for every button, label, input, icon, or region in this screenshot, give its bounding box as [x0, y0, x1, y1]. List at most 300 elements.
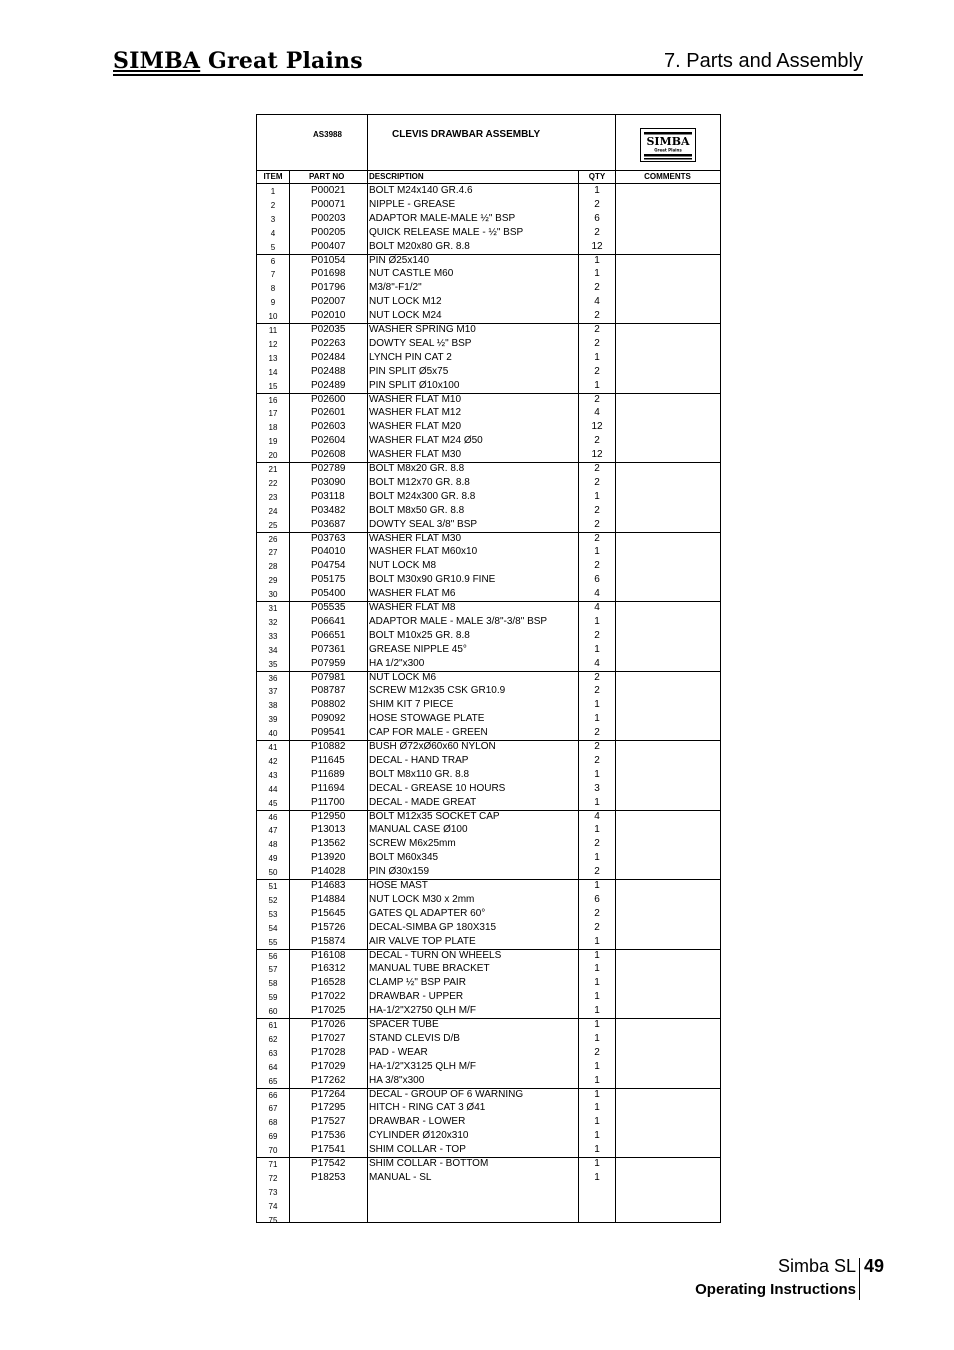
item-number: 45 — [268, 798, 278, 808]
part-number: P17542 — [311, 1158, 346, 1169]
item-number: 41 — [268, 743, 278, 752]
part-number: P02488 — [311, 365, 346, 377]
part-number: P02608 — [311, 449, 346, 461]
table-row — [257, 559, 720, 573]
part-quantity: 6 — [594, 212, 600, 224]
part-description: GREASE NIPPLE 45° — [369, 643, 467, 655]
part-quantity: 2 — [594, 282, 600, 294]
table-row — [257, 1060, 720, 1074]
item-number: 50 — [268, 868, 278, 878]
item-number: 65 — [268, 1076, 278, 1086]
item-number: 75 — [268, 1215, 278, 1225]
table-row — [257, 990, 720, 1004]
table-row — [257, 782, 720, 796]
table-row — [257, 671, 720, 685]
part-description: HA 1/2"x300 — [369, 657, 425, 669]
table-row — [257, 1143, 720, 1157]
item-number: 34 — [268, 645, 278, 655]
part-number: P07981 — [311, 671, 346, 683]
table-row — [257, 851, 720, 865]
part-quantity: 2 — [594, 226, 600, 238]
part-number: P17295 — [311, 1102, 346, 1114]
item-number: 29 — [268, 576, 278, 586]
part-description: HA 3/8"x300 — [369, 1074, 425, 1086]
part-quantity: 1 — [594, 1060, 600, 1072]
part-number: P02007 — [311, 296, 346, 308]
item-number: 51 — [268, 882, 278, 891]
table-row — [257, 865, 720, 879]
part-number: P03482 — [311, 504, 346, 516]
part-quantity: 1 — [594, 1144, 600, 1156]
table-row — [257, 448, 720, 462]
part-description: BOLT M10x25 GR. 8.8 — [369, 629, 470, 641]
part-quantity: 2 — [594, 337, 600, 349]
item-number: 53 — [268, 909, 278, 919]
part-description: M3/8"-F1/2" — [369, 282, 422, 294]
part-quantity: 1 — [594, 963, 600, 975]
part-number: P13562 — [311, 838, 346, 850]
item-number: 15 — [268, 381, 278, 391]
table-row — [257, 393, 720, 407]
parts-table — [256, 114, 721, 1223]
table-row — [257, 879, 720, 893]
item-number: 26 — [268, 534, 278, 544]
table-row — [257, 796, 720, 810]
part-quantity: 1 — [594, 949, 600, 961]
item-number: 8 — [270, 284, 276, 294]
table-row — [257, 1213, 720, 1227]
part-description: SHIM COLLAR - TOP — [369, 1144, 466, 1156]
part-quantity: 2 — [594, 476, 600, 488]
table-row — [257, 573, 720, 587]
item-number: 35 — [268, 659, 278, 669]
part-description: CYLINDER Ø120x310 — [369, 1130, 469, 1142]
table-row — [257, 587, 720, 601]
table-row — [257, 657, 720, 671]
item-number: 10 — [268, 312, 278, 322]
part-number: P17262 — [311, 1074, 346, 1086]
part-quantity: 2 — [594, 463, 600, 474]
part-number: P14028 — [311, 866, 346, 878]
part-number: P11689 — [311, 768, 345, 780]
item-number: 32 — [268, 617, 278, 627]
part-description: DECAL - GROUP OF 6 WARNING — [369, 1088, 524, 1100]
part-number: P16312 — [311, 963, 346, 975]
table-row — [257, 420, 720, 434]
part-quantity: 2 — [594, 532, 600, 544]
table-row — [257, 1199, 720, 1213]
part-number: P06651 — [311, 629, 346, 641]
part-description: HA-1/2"X2750 QLH M/F — [369, 1005, 476, 1017]
part-quantity: 2 — [594, 921, 600, 933]
part-description: SHIM KIT 7 PIECE — [369, 699, 454, 711]
part-description: WASHER FLAT M10 — [369, 393, 462, 405]
part-quantity: 1 — [594, 977, 600, 989]
item-number: 61 — [268, 1021, 278, 1030]
part-description: WASHER FLAT M24 Ø50 — [369, 435, 483, 447]
part-number: P18253 — [311, 1171, 346, 1183]
part-description: DECAL - HAND TRAP — [369, 754, 469, 766]
table-row — [257, 1129, 720, 1143]
part-number: P11700 — [311, 796, 345, 808]
part-quantity: 2 — [594, 198, 600, 210]
part-number: P02600 — [311, 393, 346, 405]
table-row — [257, 323, 720, 337]
part-number: P10882 — [311, 741, 346, 752]
table-row — [257, 1171, 720, 1185]
part-quantity: 2 — [594, 838, 600, 850]
part-quantity: 2 — [594, 504, 600, 516]
part-description: GATES QL ADAPTER 60° — [369, 907, 486, 919]
item-number: 3 — [270, 214, 276, 224]
part-description: BOLT M60x345 — [369, 852, 439, 864]
part-number: P01054 — [311, 254, 346, 266]
part-number: P12950 — [311, 810, 346, 822]
part-quantity: 2 — [594, 324, 600, 335]
item-number: 38 — [268, 701, 278, 711]
part-description: WASHER FLAT M6 — [369, 588, 456, 600]
part-description: HITCH - RING CAT 3 Ø41 — [369, 1102, 486, 1114]
item-number: 11 — [268, 326, 278, 335]
item-number: 73 — [268, 1187, 278, 1197]
part-description: DOWTY SEAL 3/8" BSP — [369, 518, 478, 530]
part-number: P17541 — [311, 1144, 346, 1156]
part-number: P03687 — [311, 518, 346, 530]
section-title: 7. Parts and Assembly — [664, 50, 863, 72]
item-number: 72 — [268, 1173, 278, 1183]
table-row — [257, 212, 720, 226]
part-description: WASHER FLAT M30 — [369, 532, 462, 544]
part-number: P17028 — [311, 1046, 346, 1058]
item-number: 24 — [268, 506, 278, 516]
part-number: P00071 — [311, 198, 346, 210]
part-description: QUICK RELEASE MALE - ½" BSP — [369, 226, 524, 238]
part-description: DECAL - TURN ON WHEELS — [369, 949, 502, 961]
part-description: WASHER FLAT M8 — [369, 602, 456, 613]
table-row — [257, 921, 720, 935]
item-number: 47 — [268, 826, 278, 836]
part-number: P02263 — [311, 337, 346, 349]
col-qty: QTY — [588, 172, 606, 181]
table-row — [257, 476, 720, 490]
item-number: 44 — [268, 784, 278, 794]
part-description: BOLT M12x35 SOCKET CAP — [369, 810, 500, 822]
part-quantity: 1 — [594, 268, 600, 280]
part-number: P02789 — [311, 463, 346, 474]
table-row — [257, 226, 720, 240]
part-description: BOLT M8x50 GR. 8.8 — [369, 504, 465, 516]
table-row — [257, 962, 720, 976]
part-description: HOSE MAST — [369, 880, 428, 891]
part-number: P07361 — [311, 643, 346, 655]
item-number: 9 — [270, 298, 276, 308]
table-row — [257, 379, 720, 393]
table-row — [257, 684, 720, 698]
brand-great-plains: Great Plains — [200, 48, 363, 74]
table-row — [257, 434, 720, 448]
part-quantity: 2 — [594, 727, 600, 739]
part-quantity: 1 — [594, 713, 600, 725]
part-description: PIN Ø25x140 — [369, 254, 430, 266]
part-description: WASHER SPRING M10 — [369, 324, 476, 335]
part-quantity: 2 — [594, 629, 600, 641]
part-description: SCREW M6x25mm — [369, 838, 456, 850]
table-row — [257, 490, 720, 504]
part-description: BUSH Ø72xØ60x60 NYLON — [369, 741, 496, 752]
item-number: 25 — [268, 520, 278, 530]
part-quantity: 4 — [594, 810, 600, 822]
item-number: 12 — [268, 339, 278, 349]
table-row — [257, 281, 720, 295]
part-number: P08787 — [311, 685, 346, 697]
part-description: WASHER FLAT M20 — [369, 421, 462, 433]
table-row — [257, 406, 720, 420]
part-number: P02484 — [311, 351, 346, 363]
col-item: ITEM — [263, 172, 283, 181]
col-part-no: PART NO — [309, 172, 345, 181]
column-divider — [367, 184, 368, 1222]
table-row — [257, 976, 720, 990]
item-number: 21 — [268, 465, 278, 474]
part-number: P03763 — [311, 532, 346, 544]
part-quantity: 2 — [594, 907, 600, 919]
page-number: 49 — [864, 1256, 885, 1276]
logo-sub: Great Plains — [654, 147, 682, 153]
table-row — [257, 740, 720, 754]
part-number: P05400 — [311, 588, 346, 600]
part-description: PIN Ø30x159 — [369, 866, 430, 878]
logo-word: SIMBA — [646, 135, 690, 148]
part-quantity: 1 — [594, 185, 600, 196]
part-number: P00205 — [311, 226, 346, 238]
part-description: CLAMP ½" BSP PAIR — [369, 977, 466, 989]
part-quantity: 2 — [594, 741, 600, 752]
part-description: NUT LOCK M8 — [369, 560, 437, 572]
table-row — [257, 629, 720, 643]
item-number: 66 — [268, 1090, 278, 1100]
item-number: 46 — [268, 812, 278, 822]
part-quantity: 2 — [594, 754, 600, 766]
item-number: 20 — [268, 451, 278, 461]
part-description: MANUAL - SL — [369, 1171, 432, 1183]
part-description: PAD - WEAR — [369, 1046, 428, 1058]
col-description: DESCRIPTION — [369, 172, 424, 181]
part-number: P08802 — [311, 699, 346, 711]
item-number: 67 — [268, 1104, 278, 1114]
part-quantity: 1 — [594, 1032, 600, 1044]
item-number: 74 — [268, 1201, 278, 1211]
item-number: 23 — [268, 492, 278, 502]
item-number: 43 — [268, 770, 278, 780]
table-row — [257, 1004, 720, 1018]
part-number: P03118 — [311, 490, 345, 502]
item-number: 68 — [268, 1118, 278, 1128]
item-number: 7 — [270, 270, 276, 280]
part-number: P13920 — [311, 852, 346, 864]
part-quantity: 2 — [594, 560, 600, 572]
item-number: 62 — [268, 1034, 278, 1044]
table-row — [257, 726, 720, 740]
part-quantity: 1 — [594, 351, 600, 363]
table-row — [257, 712, 720, 726]
part-description: AIR VALVE TOP PLATE — [369, 935, 476, 947]
part-number: P06641 — [311, 615, 346, 627]
part-quantity: 4 — [594, 296, 600, 308]
part-quantity: 2 — [594, 365, 600, 377]
part-quantity: 1 — [594, 1088, 600, 1100]
table-row — [257, 351, 720, 365]
part-description: DRAWBAR - LOWER — [369, 1116, 466, 1128]
part-number: P09092 — [311, 713, 346, 725]
table-row — [257, 198, 720, 212]
item-number: 14 — [268, 367, 278, 377]
part-description: DRAWBAR - UPPER — [369, 991, 464, 1003]
part-description: NUT LOCK M6 — [369, 671, 437, 683]
part-quantity: 12 — [591, 240, 603, 252]
part-description: BOLT M8x20 GR. 8.8 — [369, 463, 465, 474]
part-quantity: 2 — [594, 518, 600, 530]
table-row — [257, 240, 720, 254]
item-number: 39 — [268, 715, 278, 725]
part-number: P17029 — [311, 1060, 346, 1072]
item-number: 63 — [268, 1048, 278, 1058]
part-description: SHIM COLLAR - BOTTOM — [369, 1158, 489, 1169]
part-quantity: 1 — [594, 935, 600, 947]
part-quantity: 1 — [594, 490, 600, 502]
footer-divider — [859, 1258, 860, 1300]
footer-subtitle: Operating Instructions — [695, 1281, 856, 1298]
part-number: P00203 — [311, 212, 346, 224]
part-number: P17027 — [311, 1032, 346, 1044]
part-number: P03090 — [311, 476, 346, 488]
part-quantity: 1 — [594, 1005, 600, 1017]
part-quantity: 2 — [594, 685, 600, 697]
item-number: 5 — [270, 242, 276, 252]
table-row — [257, 1101, 720, 1115]
part-quantity: 2 — [594, 671, 600, 683]
table-row — [257, 643, 720, 657]
footer-model: Simba SL — [777, 1256, 856, 1276]
part-number: P01796 — [311, 282, 346, 294]
assembly-title: CLEVIS DRAWBAR ASSEMBLY — [392, 129, 541, 140]
item-number: 59 — [268, 993, 278, 1003]
table-row — [257, 1032, 720, 1046]
table-row — [257, 601, 720, 615]
part-description: DOWTY SEAL ½" BSP — [369, 337, 472, 349]
part-quantity: 4 — [594, 588, 600, 600]
part-quantity: 6 — [594, 893, 600, 905]
part-number: P04010 — [311, 546, 346, 558]
part-number: P13013 — [311, 824, 346, 836]
item-number: 55 — [268, 937, 278, 947]
part-number: P01698 — [311, 268, 346, 280]
part-quantity: 1 — [594, 991, 600, 1003]
table-row — [257, 184, 720, 198]
part-quantity: 1 — [594, 1102, 600, 1114]
part-description: BOLT M24x140 GR.4.6 — [369, 185, 473, 196]
part-description: NUT LOCK M30 x 2mm — [369, 893, 475, 905]
part-quantity: 2 — [594, 1046, 600, 1058]
table-row — [257, 504, 720, 518]
part-quantity: 1 — [594, 546, 600, 558]
item-number: 69 — [268, 1132, 278, 1142]
part-number: P02489 — [311, 379, 346, 391]
part-quantity: 1 — [594, 1130, 600, 1142]
item-number: 27 — [268, 548, 278, 558]
part-number: P17264 — [311, 1088, 346, 1100]
part-number: P16108 — [311, 949, 346, 961]
part-quantity: 2 — [594, 393, 600, 405]
part-quantity: 1 — [594, 1074, 600, 1086]
part-quantity: 1 — [594, 1116, 600, 1128]
brand-simba: SIMBA — [113, 48, 201, 74]
part-description: ADAPTOR MALE-MALE ½" BSP — [369, 212, 516, 224]
item-number: 49 — [268, 854, 278, 864]
part-description: STAND CLEVIS D/B — [369, 1032, 460, 1044]
part-description: ADAPTOR MALE - MALE 3/8"-3/8" BSP — [369, 615, 548, 627]
part-number: P02603 — [311, 421, 346, 433]
part-number: P02604 — [311, 435, 346, 447]
part-quantity: 1 — [594, 768, 600, 780]
part-number: P15645 — [311, 907, 346, 919]
part-quantity: 3 — [594, 782, 600, 794]
item-number: 70 — [268, 1146, 278, 1156]
table-row — [257, 935, 720, 949]
part-description: NUT LOCK M24 — [369, 310, 442, 322]
part-number: P09541 — [311, 727, 346, 739]
table-row — [257, 365, 720, 379]
table-row — [257, 949, 720, 963]
part-description: PIN SPLIT Ø5x75 — [369, 365, 449, 377]
item-number: 52 — [268, 895, 278, 905]
col-comments: COMMENTS — [644, 172, 691, 181]
item-number: 56 — [268, 951, 278, 961]
item-number: 4 — [270, 228, 276, 238]
table-row — [257, 254, 720, 268]
table-row — [257, 907, 720, 921]
part-description: HA-1/2"X3125 QLH M/F — [369, 1060, 476, 1072]
item-number: 31 — [268, 604, 278, 613]
part-number: P11694 — [311, 782, 345, 794]
part-description: LYNCH PIN CAT 2 — [369, 351, 452, 363]
part-quantity: 1 — [594, 379, 600, 391]
part-number: P17026 — [311, 1019, 346, 1030]
part-description: BOLT M8x110 GR. 8.8 — [369, 768, 470, 780]
item-number: 22 — [268, 478, 278, 488]
table-row — [257, 518, 720, 532]
item-number: 18 — [268, 423, 278, 433]
part-quantity: 12 — [591, 449, 603, 461]
part-number: P00021 — [311, 185, 346, 196]
item-number: 48 — [268, 840, 278, 850]
table-row — [257, 267, 720, 281]
part-number: P17536 — [311, 1130, 346, 1142]
part-description: DECAL - MADE GREAT — [369, 796, 477, 808]
table-row — [257, 768, 720, 782]
part-number: P15874 — [311, 935, 346, 947]
part-quantity: 1 — [594, 615, 600, 627]
table-row — [257, 1046, 720, 1060]
table-row — [257, 615, 720, 629]
part-quantity: 1 — [594, 824, 600, 836]
item-number: 1 — [270, 187, 276, 196]
part-quantity: 4 — [594, 657, 600, 669]
part-number: P11645 — [311, 754, 345, 766]
part-quantity: 1 — [594, 880, 600, 891]
table-row — [257, 545, 720, 559]
part-number: P00407 — [311, 240, 346, 252]
item-number: 58 — [268, 979, 278, 989]
